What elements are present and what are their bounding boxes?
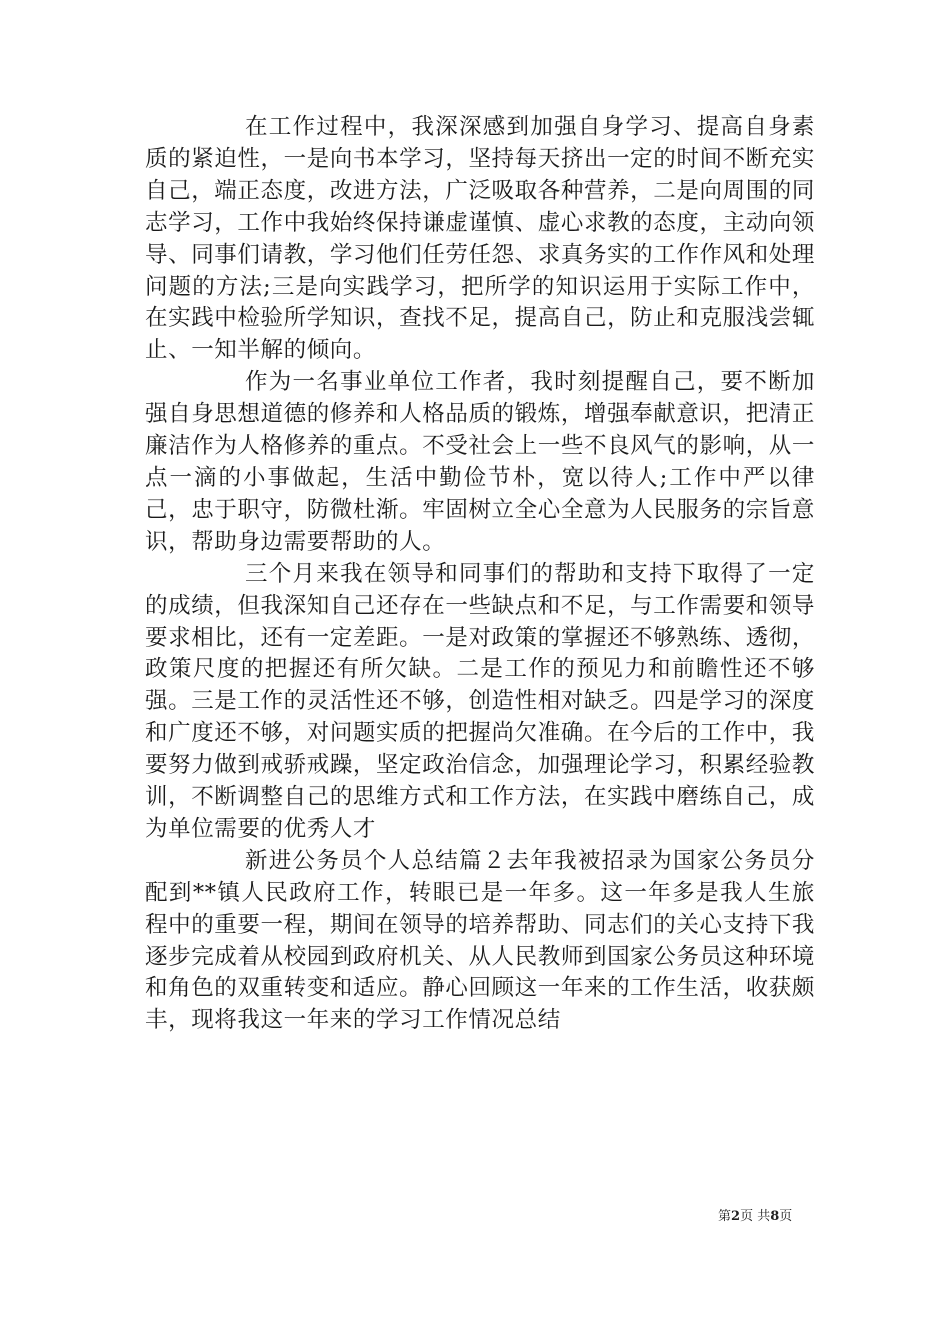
paragraph-summary-part2: 新进公务员个人总结篇２去年我被招录为国家公务员分配到**镇人民政府工作，转眼已是一年多。这一年多是我人生旅程中的重要一程，期间在领导的培养帮助、同志们的关心支持下我逐步完成着从校园到政府机关、从人民教师到国家公务员这种环境和角色的双重转变和适应。静心回顾这一年来的工作生活，收获颇丰，现将我这一年来的学习工作情况总结 xyxy=(145,847,815,1034)
paragraph-ethics: 作为一名事业单位工作者，我时刻提醒自己，要不断加强自身思想道德的修养和人格品质的锻炼，增强奉献意识，把清正廉洁作为人格修养的重点。不受社会上一些不良风气的影响，从一点一滴的小事做起，生活中勤俭节朴，宽以待人;工作中严以律己，忠于职守，防微杜渐。牢固树立全心全意为人民服务的宗旨意识，帮助身边需要帮助的人。 xyxy=(145,369,815,555)
footer-middle: 页 共 xyxy=(740,1209,771,1224)
footer-current-page: 2 xyxy=(731,1209,741,1224)
footer-total-pages: 8 xyxy=(770,1209,780,1224)
paragraph-shortcomings: 三个月来我在领导和同事们的帮助和支持下取得了一定的成绩，但我深知自己还存在一些缺点和不足，与工作需要和领导要求相比，还有一定差距。一是对政策的掌握还不够熟练、透彻，政策尺度的把握还有所欠缺。二是工作的预见力和前瞻性还不够强。三是工作的灵活性还不够，创造性相对缺乏。四是学习的深度和广度还不够，对问题实质的把握尚欠准确。在今后的工作中，我要努力做到戒骄戒躁，坚定政治信念，加强理论学习，积累经验教训，不断调整自己的思维方式和工作方法，在实践中磨练自己，成为单位需要的优秀人才 xyxy=(145,560,815,842)
footer-suffix: 页 xyxy=(779,1209,793,1224)
page-number-footer xyxy=(718,1205,792,1224)
footer-prefix: 第 xyxy=(718,1209,732,1224)
document-body xyxy=(145,112,815,1037)
paragraph-study: 在工作过程中，我深深感到加强自身学习、提高自身素质的紧迫性，一是向书本学习，坚持每天挤出一定的时间不断充实自己，端正态度，改进方法，广泛吸取各种营养，二是向周围的同志学习，工作中我始终保持谦虚谨慎、虚心求教的态度，主动向领导、同事们请教，学习他们任劳任怨、求真务实的工作作风和处理问题的方法;三是向实践学习，把所学的知识运用于实际工作中，在实践中检验所学知识，查找不足，提高自己，防止和克服浅尝辄止、一知半解的倾向。 xyxy=(145,114,815,364)
